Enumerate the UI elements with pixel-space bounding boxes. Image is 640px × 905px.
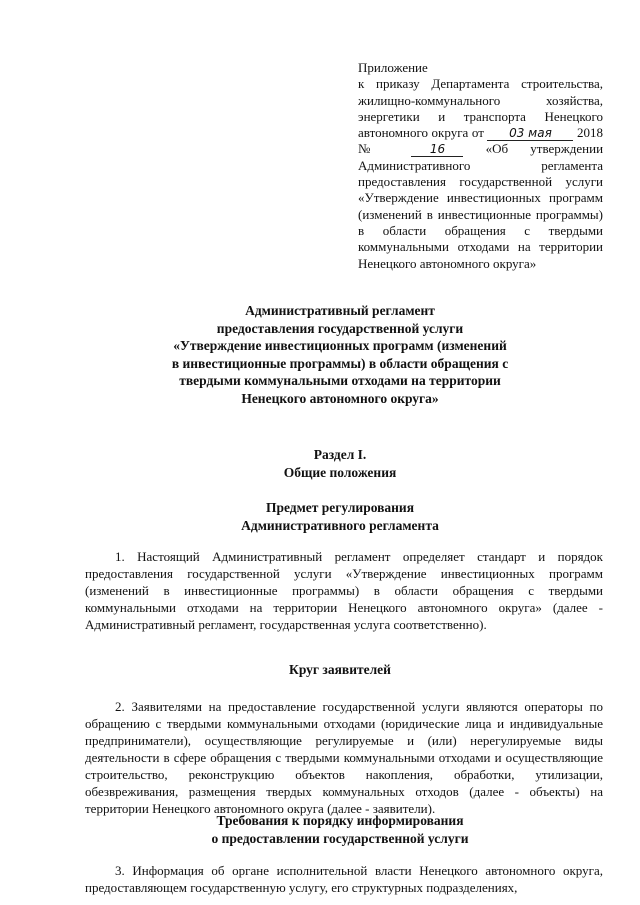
- applicants-heading-text: Круг заявителей: [289, 662, 391, 677]
- document-title-line: в инвестиционные программы) в области обращения с: [171, 355, 509, 371]
- info-heading: [60, 812, 620, 847]
- info-heading-line: о предоставлении государственной услуги: [211, 830, 469, 846]
- appendix-year: 2018: [577, 125, 603, 141]
- document-title-line: предоставления государственной услуги: [216, 320, 464, 336]
- handwritten-date: 03 мая: [487, 127, 573, 141]
- appendix-number-label: №: [358, 141, 390, 157]
- paragraph-3: [85, 862, 603, 896]
- info-heading-line: Требования к порядку информирования: [216, 813, 464, 828]
- paragraph-2: [85, 698, 603, 817]
- subject-heading: [60, 499, 620, 534]
- document-title-line: «Утверждение инвестиционных программ (изменений: [173, 338, 507, 353]
- section-heading: [60, 446, 620, 481]
- section-number: Раздел I.: [313, 447, 367, 462]
- appendix-title: Приложение: [358, 60, 428, 75]
- appendix-order-title: «Об утверждении Административного регламента предоставления государственной услуги «Утверждение инвестиционных программ (изменений в инвестиционные программы) в области обращения с твердыми коммунальными отходами на территории Ненецкого автономного округа»: [358, 141, 604, 271]
- document-title-line: Административный регламент: [245, 303, 435, 318]
- paragraph-1: [85, 548, 603, 633]
- appendix-block: [358, 60, 603, 272]
- document-title-line: твердыми коммунальными отходами на территории: [179, 373, 501, 388]
- paragraph-text: 2. Заявителями на предоставление государственной услуги являются операторы по обращению с твердыми коммунальными отходами (юридические лица и индивидуальные предприниматели), осуществляющие регулируемые и (или) нерегулируемые виды деятельности в сфере обращения с твердыми коммунальными отходами и осуществляющие строительство, реконструкцию объектов накопления, обработки, утилизации, обезвреживания, размещения твердых коммунальных отходов (далее - объекты) на территории Ненецкого автономного округа (далее - заявители).: [85, 699, 603, 816]
- paragraph-text: 1. Настоящий Административный регламент определяет стандарт и порядок предоставления государственной услуги «Утверждение инвестиционных программ (изменений в инвестиционные программы) в области обращения с твердыми коммунальными отходами на территории Ненецкого автономного округа» (далее - Административный регламент, государственная услуга соответственно).: [85, 549, 603, 632]
- handwritten-number: 16: [411, 143, 463, 157]
- subject-heading-line: Административного регламента: [241, 517, 439, 533]
- section-title: Общие положения: [283, 464, 397, 480]
- applicants-heading: [60, 661, 620, 679]
- paragraph-text: 3. Информация об органе исполнительной власти Ненецкого автономного округа, предоставляющем государственную услугу, его структурных подразделениях,: [85, 863, 603, 895]
- subject-heading-line: Предмет регулирования: [265, 500, 415, 515]
- document-title: [60, 302, 620, 407]
- document-title-line: Ненецкого автономного округа»: [241, 390, 439, 406]
- appendix-order-reference: к приказу Департамента строительства, жилищно-коммунального хозяйства, энергетики и транспорта Ненецкого автономного округа от: [358, 76, 603, 141]
